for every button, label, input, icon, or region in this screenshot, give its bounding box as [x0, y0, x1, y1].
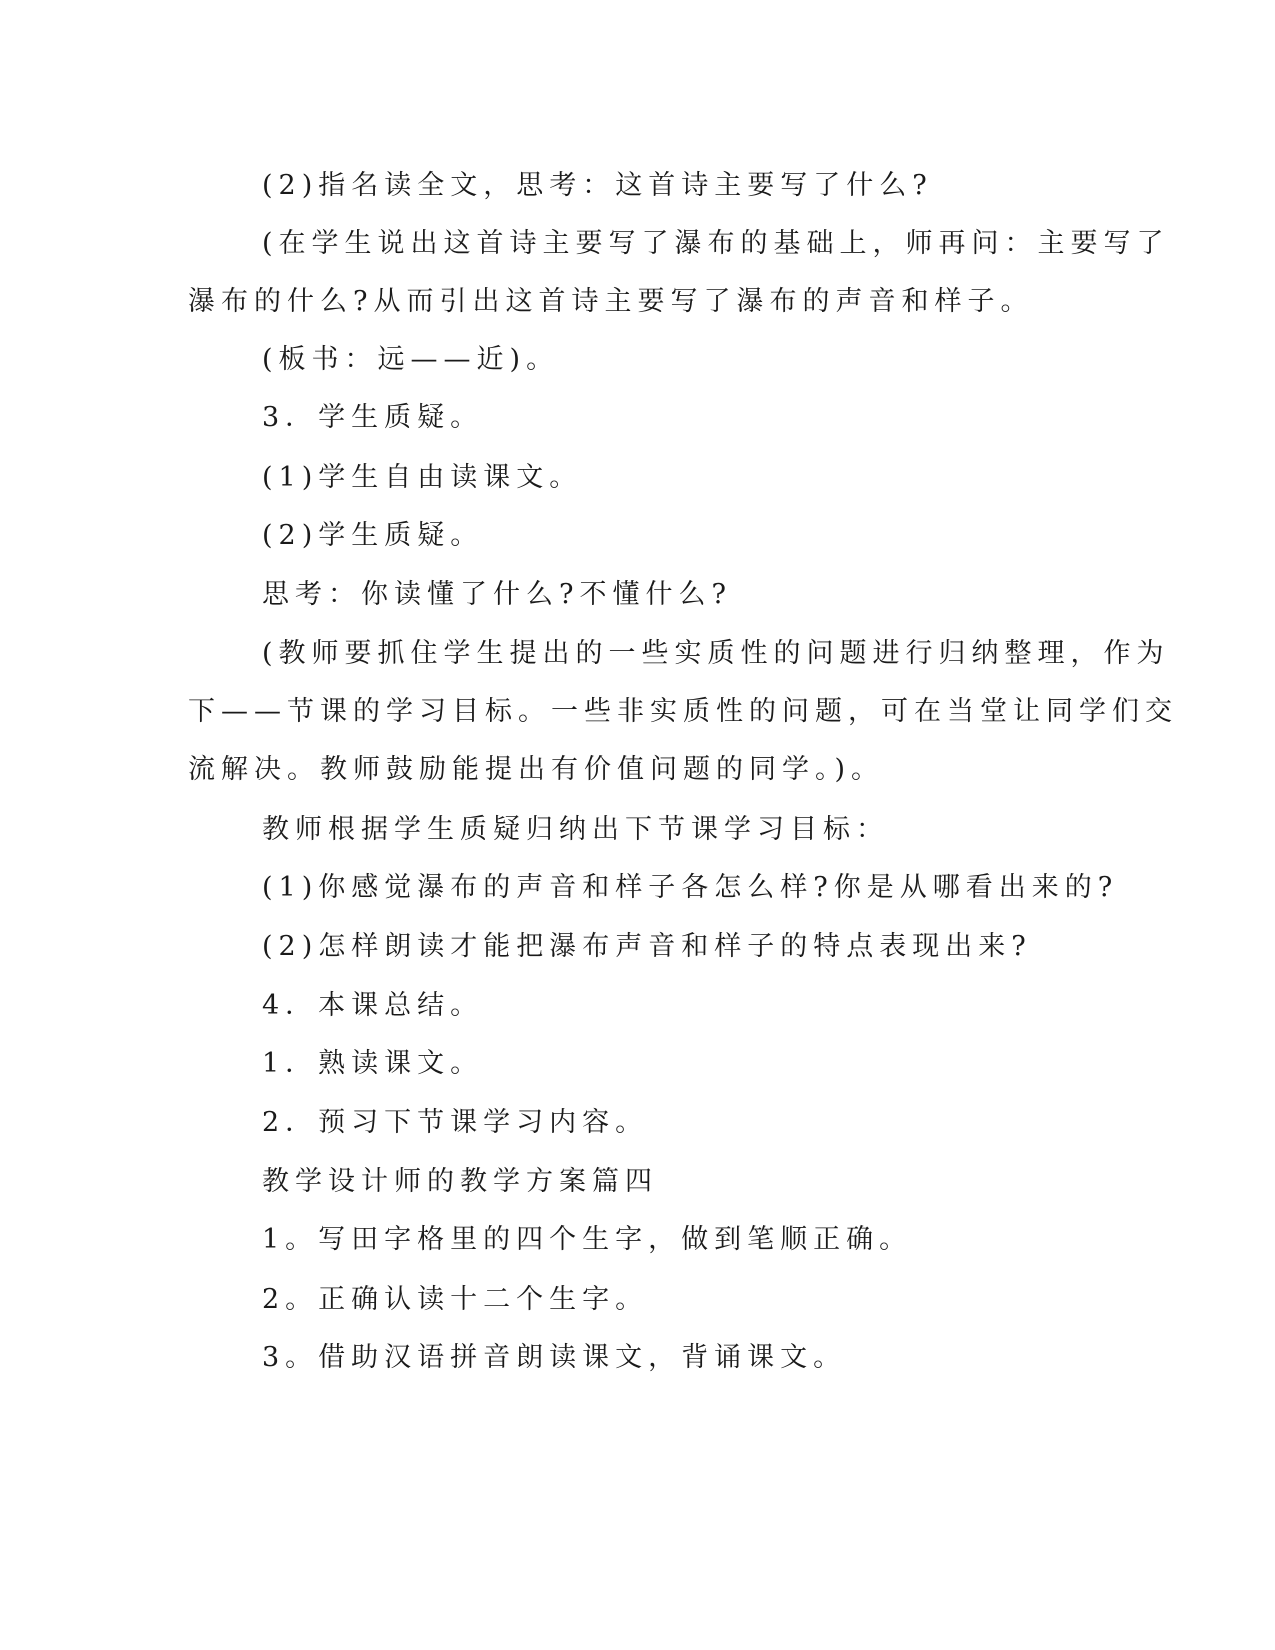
paragraph-line: (2)指名读全文，思考：这首诗主要写了什么?	[262, 170, 933, 201]
paragraph-line: (1)学生自由读课文。	[262, 462, 583, 493]
paragraph-line: (教师要抓住学生提出的一些实质性的问题进行归纳整理，作为	[262, 638, 1170, 669]
paragraph-line: 流解决。教师鼓励能提出有价值问题的同学。)。	[188, 754, 885, 785]
paragraph-line: (在学生说出这首诗主要写了瀑布的基础上，师再问：主要写了	[262, 228, 1170, 259]
section-heading: 3．学生质疑。	[262, 402, 484, 433]
paragraph-line: 瀑布的什么?从而引出这首诗主要写了瀑布的声音和样子。	[188, 286, 1034, 317]
paragraph-line: (板书：远——近)。	[262, 344, 560, 375]
paragraph-line: (2)学生质疑。	[262, 520, 484, 551]
list-item: 1．熟读课文。	[262, 1048, 484, 1079]
paragraph-line: (1)你感觉瀑布的声音和样子各怎么样?你是从哪看出来的?	[262, 872, 1119, 903]
section-title: 教学设计师的教学方案篇四	[262, 1166, 658, 1197]
list-item: 2。正确认读十二个生字。	[262, 1284, 649, 1315]
paragraph-line: 下——节课的学习目标。一些非实质性的问题，可在当堂让同学们交	[188, 696, 1178, 727]
paragraph-line: 教师根据学生质疑归纳出下节课学习目标：	[262, 814, 889, 845]
paragraph-line: (2)怎样朗读才能把瀑布声音和样子的特点表现出来?	[262, 931, 1032, 962]
list-item: 3。借助汉语拼音朗读课文，背诵课文。	[262, 1342, 847, 1373]
section-heading: 4．本课总结。	[262, 990, 484, 1021]
list-item: 1。写田字格里的四个生字，做到笔顺正确。	[262, 1224, 913, 1255]
list-item: 2．预习下节课学习内容。	[262, 1107, 649, 1138]
paragraph-line: 思考：你读懂了什么?不懂什么?	[262, 579, 732, 610]
